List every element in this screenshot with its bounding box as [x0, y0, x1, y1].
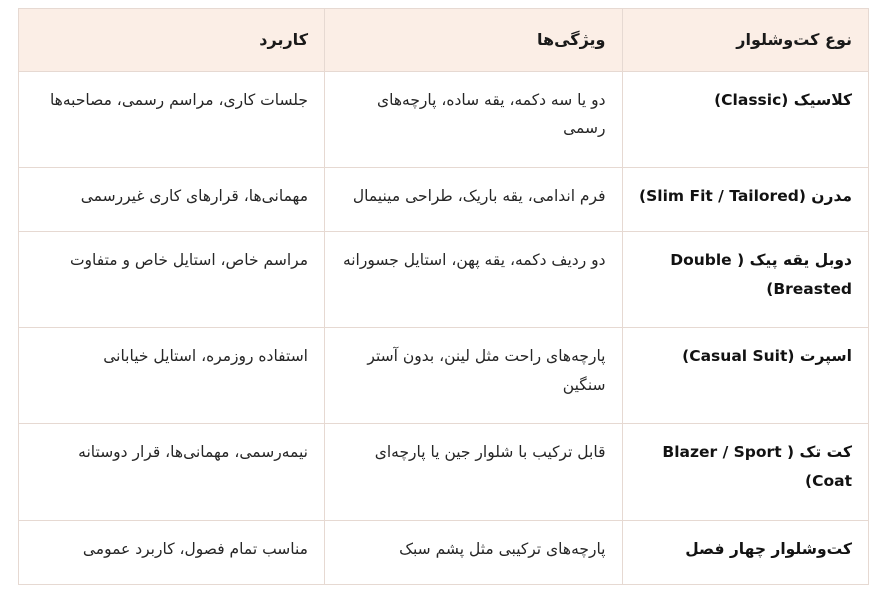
cell-usage: جلسات کاری، مراسم رسمی، مصاحبه‌ها: [19, 71, 325, 167]
cell-type: مدرن (Slim Fit / Tailored): [622, 167, 869, 231]
table-body: [19, 71, 869, 584]
cell-usage: مناسب تمام فصول، کاربرد عمومی: [19, 520, 325, 584]
suit-types-table: [18, 8, 869, 585]
table-row: [19, 71, 869, 167]
table-row: [19, 520, 869, 584]
table-row: [19, 424, 869, 520]
cell-type: کلاسیک (Classic): [622, 71, 869, 167]
cell-type: دوبل یقه پیک ( Double Breasted): [622, 232, 869, 328]
cell-usage: نیمه‌رسمی، مهمانی‌ها، قرار دوستانه: [19, 424, 325, 520]
cell-features: پارچه‌های ترکیبی مثل پشم سبک: [325, 520, 623, 584]
cell-features: دو یا سه دکمه، یقه ساده، پارچه‌های رسمی: [325, 71, 623, 167]
table-header: [19, 9, 869, 72]
column-header-features: ویژگی‌ها: [325, 9, 623, 72]
table-row: [19, 232, 869, 328]
cell-features: پارچه‌های راحت مثل لینن، بدون آستر سنگین: [325, 328, 623, 424]
cell-features: دو ردیف دکمه، یقه پهن، استایل جسورانه: [325, 232, 623, 328]
cell-usage: استفاده روزمره، استایل خیابانی: [19, 328, 325, 424]
table-row: [19, 167, 869, 231]
cell-usage: مراسم خاص، استایل خاص و متفاوت: [19, 232, 325, 328]
cell-features: فرم اندامی، یقه باریک، طراحی مینیمال: [325, 167, 623, 231]
table-row: [19, 328, 869, 424]
cell-type: کت‌وشلوار چهار فصل: [622, 520, 869, 584]
cell-features: قابل ترکیب با شلوار جین یا پارچه‌ای: [325, 424, 623, 520]
cell-type: اسپرت (Casual Suit): [622, 328, 869, 424]
table-header-row: [19, 9, 869, 72]
cell-type: کت تک ( Blazer / Sport Coat): [622, 424, 869, 520]
column-header-type: نوع کت‌وشلوار: [622, 9, 869, 72]
column-header-usage: کاربرد: [19, 9, 325, 72]
cell-usage: مهمانی‌ها، قرارهای کاری غیررسمی: [19, 167, 325, 231]
